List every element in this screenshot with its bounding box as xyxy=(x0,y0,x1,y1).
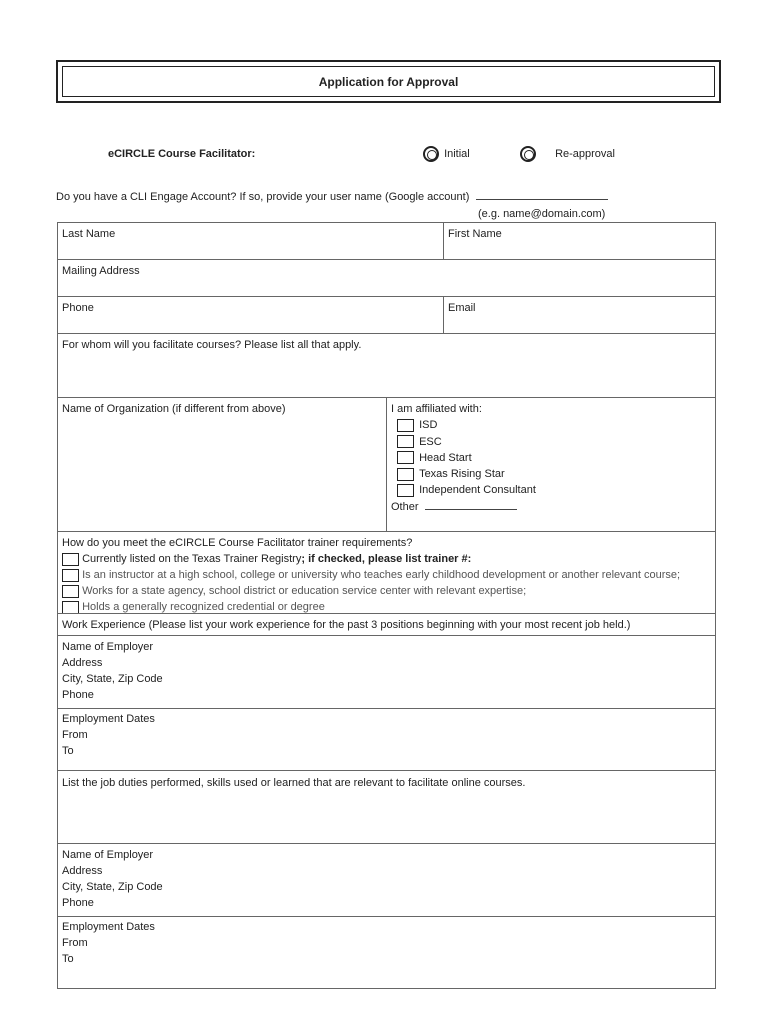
title-box xyxy=(56,60,721,103)
phone-label: Phone xyxy=(62,302,94,314)
requirement-option-label: Is an instructor at a high school, college or university who teaches early childhood development or another relevant course; xyxy=(82,569,681,581)
requirement-option-emphasis: ; if checked, please list trainer #: xyxy=(301,553,472,565)
job-duties-cell-1[interactable] xyxy=(57,770,716,844)
checkbox-icon[interactable] xyxy=(397,451,414,464)
checkbox-icon[interactable] xyxy=(397,468,414,481)
requirement-option-label: Works for a state agency, school district or education service center with relevant expertise; xyxy=(82,585,527,597)
organization-label: Name of Organization (if different from above) xyxy=(62,403,286,415)
affiliation-option-label: ESC xyxy=(419,435,442,448)
requirement-option-state-agency[interactable] xyxy=(62,583,711,599)
affiliation-option-label: Independent Consultant xyxy=(419,484,536,497)
employment-from-label: From xyxy=(62,729,88,741)
first-name-label: First Name xyxy=(448,228,502,240)
employment-from-label: From xyxy=(62,937,88,949)
checkbox-icon[interactable] xyxy=(62,601,79,614)
employment-to-label: To xyxy=(62,953,74,965)
reapproval-option[interactable] xyxy=(520,146,615,162)
employer-city-label: City, State, Zip Code xyxy=(62,881,163,893)
employer-address-label: Address xyxy=(62,865,103,877)
account-question: Do you have a CLI Engage Account? If so, provide your user name (Google account) xyxy=(56,191,470,203)
work-experience-heading: Work Experience (Please list your work experience for the past 3 positions beginning with your most recent job held.) xyxy=(62,619,631,631)
for-whom-label: For whom will you facilitate courses? Please list all that apply. xyxy=(62,339,362,351)
requirement-option-label: Currently listed on the Texas Trainer Registry xyxy=(82,553,302,565)
affiliation-option-independent-consultant[interactable] xyxy=(391,482,711,498)
employment-dates-cell-2[interactable] xyxy=(57,916,716,989)
employer-name-label: Name of Employer xyxy=(62,849,154,861)
account-example: (e.g. name@domain.com) xyxy=(478,208,606,220)
checkbox-icon[interactable] xyxy=(62,569,79,582)
email-cell[interactable] xyxy=(443,296,716,334)
first-name-cell[interactable] xyxy=(443,222,716,260)
requirements-cell xyxy=(57,531,716,614)
reapproval-radio-icon[interactable] xyxy=(520,146,536,162)
initial-radio-icon[interactable] xyxy=(423,146,439,162)
checkbox-icon[interactable] xyxy=(62,585,79,598)
affiliation-option-label: Head Start xyxy=(419,451,472,464)
affiliation-option-head-start[interactable] xyxy=(391,450,711,466)
account-question-row xyxy=(56,190,608,203)
page-title: Application for Approval xyxy=(318,74,459,89)
title-inner-box xyxy=(62,66,715,97)
account-username-line[interactable] xyxy=(476,190,608,200)
affiliation-option-esc[interactable] xyxy=(391,434,711,450)
affiliation-label: I am affiliated with: xyxy=(391,403,482,415)
requirement-option-instructor[interactable] xyxy=(62,567,711,583)
checkbox-icon[interactable] xyxy=(397,435,414,448)
employer-phone-label: Phone xyxy=(62,689,94,701)
affiliation-other-label: Other xyxy=(391,500,419,513)
checkbox-icon[interactable] xyxy=(397,484,414,497)
employer-cell-2[interactable] xyxy=(57,843,716,917)
work-experience-heading-cell xyxy=(57,613,716,636)
facilitator-label: eCIRCLE Course Facilitator: xyxy=(108,148,256,160)
requirement-option-label: Holds a generally recognized credential or degree xyxy=(82,601,325,613)
employer-phone-label: Phone xyxy=(62,897,94,909)
job-duties-label: List the job duties performed, skills used or learned that are relevant to facilitate online courses. xyxy=(62,777,526,789)
employment-dates-label: Employment Dates xyxy=(62,921,155,933)
mailing-address-label: Mailing Address xyxy=(62,265,140,277)
employer-cell-1[interactable] xyxy=(57,635,716,709)
requirement-option-registry[interactable] xyxy=(62,551,711,567)
phone-cell[interactable] xyxy=(57,296,444,334)
employer-address-label: Address xyxy=(62,657,103,669)
mailing-address-cell[interactable] xyxy=(57,259,716,297)
organization-cell[interactable] xyxy=(57,397,387,532)
affiliation-cell xyxy=(386,397,716,532)
checkbox-icon[interactable] xyxy=(397,419,414,432)
employment-to-label: To xyxy=(62,745,74,757)
affiliation-other-line[interactable] xyxy=(425,500,517,510)
last-name-label: Last Name xyxy=(62,228,116,240)
email-label: Email xyxy=(448,302,476,314)
employment-dates-label: Employment Dates xyxy=(62,713,155,725)
requirements-question: How do you meet the eCIRCLE Course Facilitator trainer requirements? xyxy=(62,537,413,549)
initial-option[interactable] xyxy=(423,146,470,162)
last-name-cell[interactable] xyxy=(57,222,444,260)
employment-dates-cell-1[interactable] xyxy=(57,708,716,771)
reapproval-label: Re-approval xyxy=(555,147,615,160)
affiliation-option-isd[interactable] xyxy=(391,417,711,433)
checkbox-icon[interactable] xyxy=(62,553,79,566)
affiliation-option-texas-rising-star[interactable] xyxy=(391,466,711,482)
affiliation-option-label: ISD xyxy=(419,419,438,432)
employer-city-label: City, State, Zip Code xyxy=(62,673,163,685)
affiliation-other-row[interactable] xyxy=(391,499,711,515)
employer-name-label: Name of Employer xyxy=(62,641,154,653)
affiliation-option-label: Texas Rising Star xyxy=(419,468,505,481)
for-whom-cell[interactable] xyxy=(57,333,716,398)
initial-label: Initial xyxy=(444,147,470,160)
